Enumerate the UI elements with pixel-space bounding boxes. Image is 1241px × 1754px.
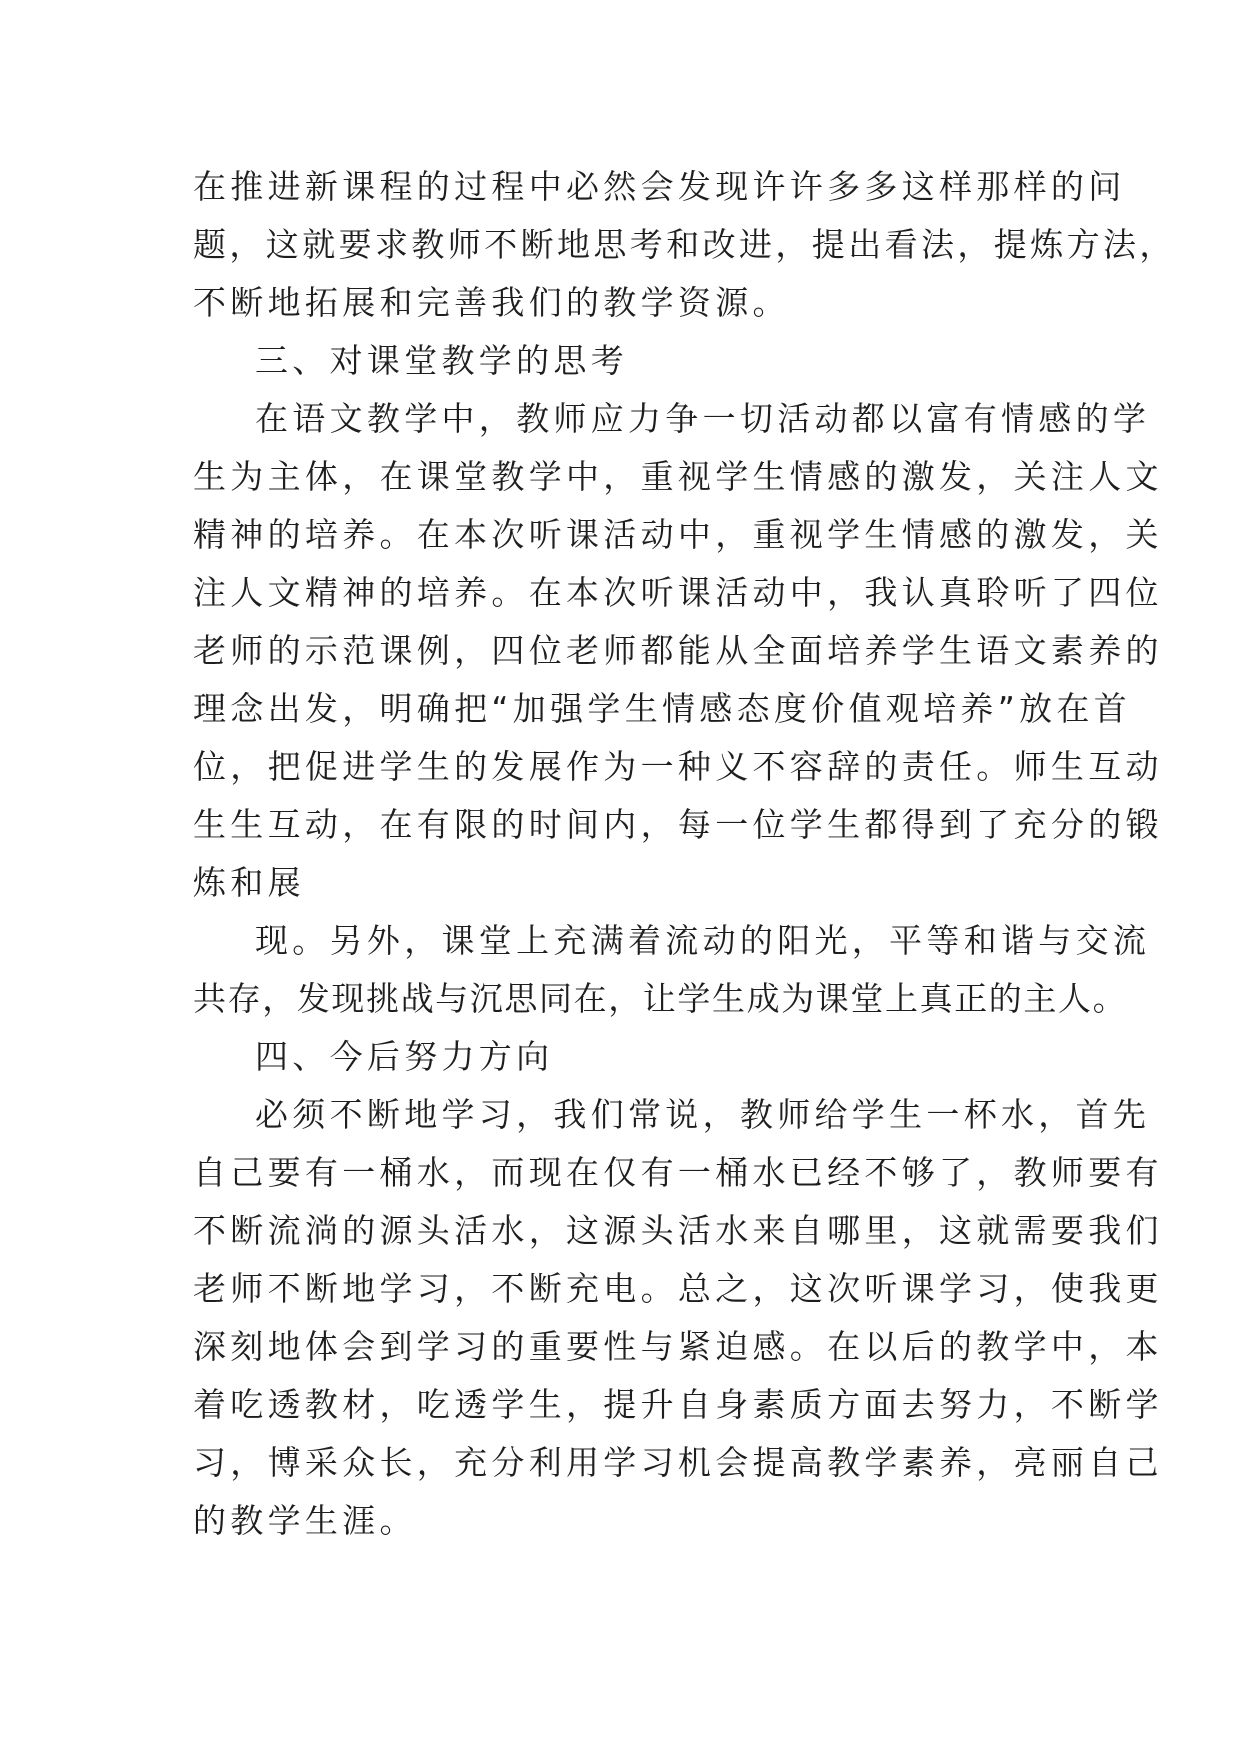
text-line: 共存，发现挑战与沉思同在，让学生成为课堂上真正的主人。 (193, 979, 1128, 1018)
text-line: 在语文教学中，教师应力争一切活动都以富有情感的学 (255, 399, 1151, 438)
text-line: 着吃透教材，吃透学生，提升自身素质方面去努力，不断学 (193, 1385, 1163, 1424)
text-line: 现。另外，课堂上充满着流动的阳光，平等和谐与交流 (255, 921, 1151, 960)
text-line: 炼和展 (193, 863, 305, 902)
paragraph-section-3-continued (193, 912, 1151, 1028)
text-line: 生生互动，在有限的时间内，每一位学生都得到了充分的锻 (193, 805, 1163, 844)
paragraph-intro (193, 158, 1176, 332)
text-line: 题，这就要求教师不断地思考和改进，提出看法，提炼方法， (193, 225, 1176, 264)
document-body (193, 158, 1176, 1550)
text-line: 注人文精神的培养。在本次听课活动中，我认真聆听了四位 (193, 573, 1163, 612)
text-line: 老师的示范课例，四位老师都能从全面培养学生语文素养的 (193, 631, 1163, 670)
text-line: 精神的培养。在本次听课活动中，重视学生情感的激发，关 (193, 515, 1163, 554)
text-line: 的教学生涯。 (193, 1501, 417, 1540)
paragraph-section-3 (193, 390, 1163, 912)
paragraph-section-4 (193, 1086, 1163, 1550)
text-line: 习，博采众长，充分利用学习机会提高教学素养，亮丽自己 (193, 1443, 1163, 1482)
text-line: 自己要有一桶水，而现在仅有一桶水已经不够了，教师要有 (193, 1153, 1163, 1192)
text-line: 位，把促进学生的发展作为一种义不容辞的责任。师生互动 (193, 747, 1163, 786)
text-line: 生为主体，在课堂教学中，重视学生情感的激发，关注人文 (193, 457, 1163, 496)
text-line: 不断流淌的源头活水，这源头活水来自哪里，这就需要我们 (193, 1211, 1163, 1250)
text-line: 在推进新课程的过程中必然会发现许许多多这样那样的问 (193, 167, 1126, 206)
text-line: 深刻地体会到学习的重要性与紧迫感。在以后的教学中，本 (193, 1327, 1163, 1366)
text-line: 不断地拓展和完善我们的教学资源。 (193, 283, 790, 322)
section-heading-4: 四、今后努力方向 (255, 1037, 554, 1076)
text-line: 理念出发，明确把“加强学生情感态度价值观培养”放在首 (193, 689, 1131, 728)
text-line: 必须不断地学习，我们常说，教师给学生一杯水，首先 (255, 1095, 1151, 1134)
section-heading-3: 三、对课堂教学的思考 (255, 341, 628, 380)
text-line: 老师不断地学习，不断充电。总之，这次听课学习，使我更 (193, 1269, 1163, 1308)
